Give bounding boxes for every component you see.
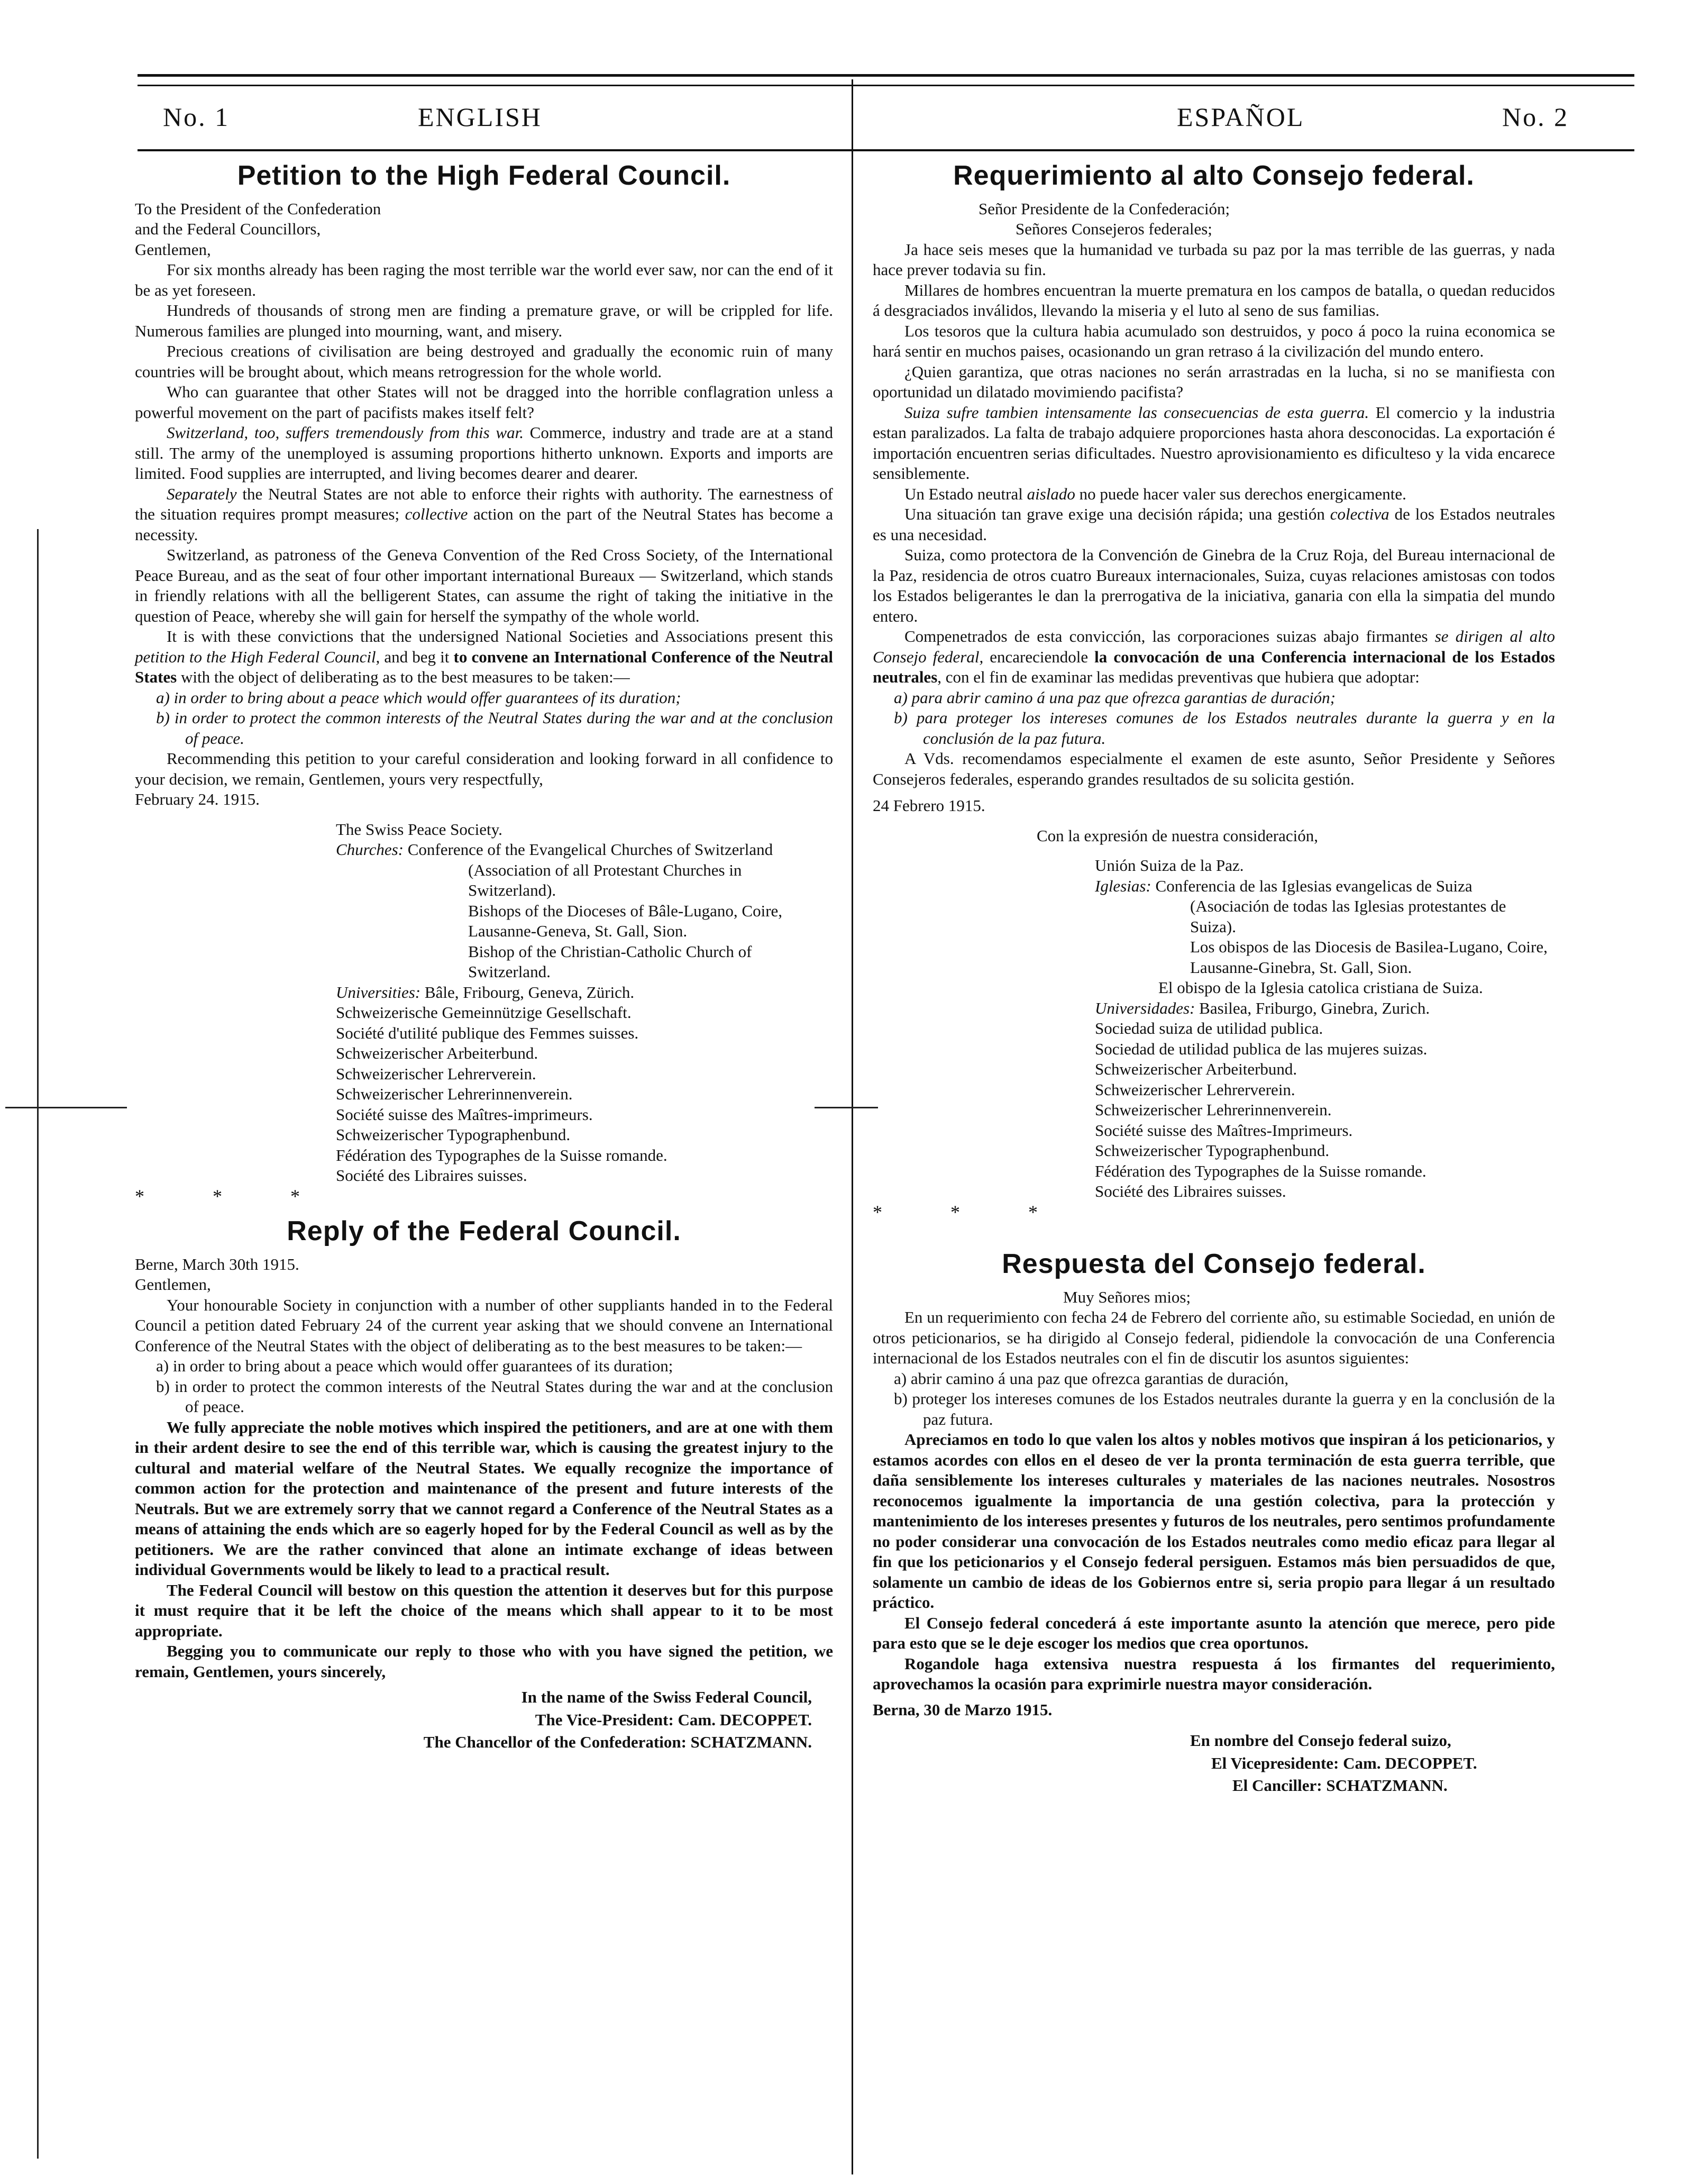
- section-stars-es: * * *: [873, 1201, 1069, 1223]
- paragraph-en-3: Precious creations of civilisation are being destroyed and gradually the economic ruin of many countries will be brought about, which means retrogression for the whole world.: [135, 342, 833, 381]
- italic-text: Universidades:: [1095, 998, 1195, 1017]
- signatory: Fédération des Typographes de la Suisse romande.: [336, 1145, 667, 1164]
- signatory: Sociedad de utilidad publica de las mujeres suizas.: [1095, 1039, 1428, 1058]
- right-number: No. 2: [1502, 102, 1569, 132]
- paragraph-en-5: [135, 423, 833, 484]
- bold-text: la convocación de una Conferencia internacional de los Estados neutrales: [873, 647, 1555, 686]
- reply-item-a-es: a) abrir camino á una paz que ofrezca garantias de duración,: [894, 1369, 1289, 1388]
- reply-place-date-en: Berne, March 30th 1915.: [135, 1254, 299, 1273]
- signatory: Bishop of the Christian-Catholic Church of Switzerland.: [468, 942, 752, 981]
- text: with the object of deliberating as to the best measures to be taken:—: [177, 668, 630, 686]
- signatory: Schweizerischer Lehrerinnenverein.: [1095, 1100, 1332, 1119]
- petition-title-es: Requerimiento al alto Consejo federal.: [953, 160, 1475, 191]
- italic-text: Iglesias:: [1095, 876, 1151, 895]
- paragraph-es-4: ¿Quien garantiza, que otras naciones no serán arrastradas en la lucha, si no se manifiesta con oportunidad un dilatado movimiendo pacifista?: [873, 362, 1555, 401]
- signatory: Sociedad suiza de utilidad publica.: [1095, 1019, 1323, 1038]
- signatory: Schweizerischer Arbeiterbund.: [336, 1044, 538, 1062]
- text: Conference of the Evangelical Churches of Switzerland (Association of all Protestant Churches in Switzerland).: [407, 840, 773, 899]
- paragraph-es-2: Millares de hombres encuentran la muerte prematura en los campos de batalla, o quedan reducidos á desgraciados inválidos, llevando la miseria y el luto al seno de sus familias.: [873, 280, 1555, 320]
- reply-title-es: Respuesta del Consejo federal.: [1002, 1249, 1426, 1279]
- signatory: Bishops of the Dioceses of Bâle-Lugano, Coire, Lausanne-Geneva, St. Gall, Sion.: [468, 901, 783, 940]
- paragraph-es-9: [873, 626, 1555, 688]
- italic-text: aislado: [1027, 484, 1075, 503]
- signatory: Société des Libraires suisses.: [336, 1166, 527, 1185]
- paragraph-en-2: Hundreds of thousands of strong men are finding a premature grave, or will be crippled for life. Numerous families are plunged into mourning, want, and misery.: [135, 301, 833, 340]
- address-line2-en: and the Federal Councillors,: [135, 220, 321, 238]
- paragraph-en-7: Switzerland, as patroness of the Geneva Convention of the Red Cross Society, of the International Peace Bureau, and as the seat of four other important international Bureaux — Switzerland, which stands in friendly relations with all the belligerent States, can assume the right of taking the initiative in the question of Peace, whereby she will gain for herself the sympathy of the whole world.: [135, 545, 833, 625]
- reply-paragraph-en-4: Begging you to communicate our reply to those who with you have signed the petition, we remain, Gentlemen, yours sincerely,: [135, 1642, 833, 1681]
- paragraph-en-9: Recommending this petition to your careful consideration and looking forward in all confidence to your decision, we remain, Gentlemen, yours very respectfully,: [135, 749, 833, 788]
- left-language: ENGLISH: [418, 102, 542, 132]
- signatory: Los obispos de las Diocesis de Basilea-Lugano, Coire, Lausanne-Ginebra, St. Gall, Sion.: [1190, 938, 1548, 977]
- signature-line: El Canciller: SCHATZMANN.: [1232, 1776, 1448, 1795]
- signatories-es: [1095, 856, 1555, 1202]
- reply-salutation-es: Muy Señores mios;: [1063, 1287, 1191, 1306]
- signatory: Société des Libraires suisses.: [1095, 1182, 1286, 1200]
- paragraph-en-6: [135, 484, 833, 545]
- italic-text: Separately: [167, 484, 237, 503]
- reply-title-en: Reply of the Federal Council.: [287, 1216, 681, 1246]
- petition-date-en: February 24. 1915.: [135, 790, 260, 808]
- signature-line: The Chancellor of the Confederation: SCHATZMANN.: [423, 1733, 812, 1751]
- paragraph-en-1: For six months already has been raging the most terrible war the world ever saw, nor can the end of it be as yet foreseen.: [135, 260, 833, 299]
- signatory: Schweizerischer Lehrerverein.: [336, 1064, 536, 1083]
- list-item-a-es: [873, 688, 1555, 708]
- reply-item-b-es: b) proteger los intereses comunes de los Estados neutrales durante la guerra y en la conclusión de la paz futura.: [894, 1389, 1555, 1428]
- italic-text: Universities:: [336, 982, 421, 1002]
- reply-date-es: Berna, 30 de Marzo 1915.: [873, 1700, 1053, 1719]
- signatory: Unión Suiza de la Paz.: [1095, 856, 1244, 875]
- signatory: El obispo de la Iglesia catolica cristiana de Suiza.: [1158, 978, 1483, 997]
- italic-text: Suiza sufre tambien intensamente las consecuencias de esta guerra.: [904, 403, 1369, 422]
- signatory-universities: [336, 982, 833, 1003]
- reply-paragraph-es-1: En un requerimiento con fecha 24 de Febrero del corriente año, su estimable Sociedad, en unión de otros peticionarios, se ha dirigido al Consejo federal, pidiendole la convocación de una Conferencia internacional de los Estados neutrales con el fin de discutir los asuntos siguientes:: [873, 1308, 1555, 1367]
- petition-title-en: Petition to the High Federal Council.: [237, 160, 731, 191]
- column-divider: [852, 79, 853, 2174]
- reply-item-a-en: a) in order to bring about a peace which would offer guarantees of its duration;: [156, 1357, 673, 1375]
- text: action on the part of the Neutral States has become a necessity.: [135, 505, 833, 544]
- signatory: Société suisse des Maîtres-imprimeurs.: [336, 1105, 593, 1124]
- reply-paragraph-es-3: El Consejo federal concederá á este importante asunto la atención que merece, pero pide para esto que se le deje escoger los medios que crea oportunos.: [873, 1613, 1555, 1652]
- text: Un Estado neutral: [904, 484, 1027, 503]
- section-stars-en: * * *: [135, 1185, 332, 1207]
- left-number: No. 1: [163, 102, 230, 132]
- reply-paragraph-es-4: Rogandole haga extensiva nuestra respuesta á los firmantes del requerimiento, aprovechamos la ocasión para exprimirle nuestra mayor consideración.: [873, 1654, 1555, 1693]
- text: de los Estados neutrales es una necesidad.: [873, 505, 1556, 544]
- signatory-universidades: [1095, 998, 1555, 1019]
- paragraph-en-4: Who can guarantee that other States will not be dragged into the horrible conflagration unless a powerful movement on the part of pacifists makes itself felt?: [135, 383, 833, 422]
- address-line1-en: To the President of the Confederation: [135, 199, 381, 218]
- signatory: Schweizerische Gemeinnützige Gesellschaft.: [336, 1003, 632, 1022]
- reply-paragraph-es-2: Apreciamos en todo lo que valen los altos y nobles motivos que inspiran á los peticionarios, y estamos acordes con ellos en el deseo de ver la pronta terminación de esta guerra terrible, que daña sensiblemente los intereses culturales y materiales de las naciones neutrales. Nosostros reconocemos igualmente la importancia de una gestión colectiva, para la protección y mantenimiento de los intereses presentes y futuros de los neutrales, pero sentimos profundamente no poder considerar una convocación de los Estados neutrales como medio eficaz para llegar al fin que los peticionarios y el Consejo federal persiguen. Estamos más bien persuadidos de que, solamente un cambio de ideas de los Gobiernos entre si, seria propio para llegar á un resultado práctico.: [873, 1430, 1555, 1612]
- signature-line: In the name of the Swiss Federal Council,: [521, 1688, 812, 1706]
- reply-paragraph-en-1: Your honourable Society in conjunction with a number of other suppliants handed in to the Federal Council a petition dated February 24 of the current year asking that we should convene an International Conference of the Neutral States with the object of deliberating as to the best measures to be taken:—: [135, 1295, 833, 1355]
- english-column: [135, 151, 833, 1755]
- signatory: Société d'utilité publique des Femmes suisses.: [336, 1023, 639, 1042]
- signatory: Fédération des Typographes de la Suisse romande.: [1095, 1161, 1426, 1180]
- paragraph-es-7: [873, 504, 1555, 545]
- left-edge-line: [37, 529, 39, 2159]
- paragraph-es-6: [873, 484, 1555, 505]
- reply-paragraph-en-3: The Federal Council will bestow on this question the attention it deserves but for this purpose it must require that it be left the choice of the means which shall appear to it to be most appropriate.: [135, 1580, 833, 1640]
- paragraph-en-8: [135, 626, 833, 688]
- paragraph-es-10: A Vds. recomendamos especialmente el examen de este asunto, Señor Presidente y Señores Consejeros federales, esperando grandes resultados de su solicita gestión.: [873, 749, 1555, 788]
- paragraph-es-8: Suiza, como protectora de la Convención de Ginebra de la Cruz Roja, del Bureau internacional de la Paz, residencia de otros cuatro Bureaux internacionales, Suiza, cuyas relaciones amistosas con todos los Estados beligerantes le dan la prerrogativa de la iniciativa, ganaria con ella la simpatia del mundo entero.: [873, 545, 1555, 625]
- petition-date-es: 24 Febrero 1915.: [873, 796, 985, 815]
- text: Una situación tan grave exige una decisión rápida; una gestión: [904, 505, 1330, 523]
- text: Bâle, Fribourg, Geneva, Zürich.: [424, 982, 635, 1002]
- address-line2-es: Señores Consejeros federales;: [1016, 220, 1212, 238]
- text: Commerce, industry and trade are at a stand still. The army of the unemployed is assuming proportions hitherto unknown. Exports and imports are limited. Food supplies are interrupted, and living becomes dearer and dearer.: [135, 423, 833, 483]
- text: Basilea, Friburgo, Ginebra, Zurich.: [1199, 998, 1430, 1017]
- spanish-column: [873, 151, 1555, 1798]
- italic-text: colectiva: [1330, 505, 1389, 523]
- reply-paragraph-en-2: We fully appreciate the noble motives which inspired the petitioners, and are at one with them in their ardent desire to see the end of this terrible war, which is causing the greatest injury to the cultural and material welfare of the Neutral States. We equally recognize the importance of common action for the protection and maintenance of the present and future interests of the Neutrals. But we are extremely sorry that we cannot regard a Conference of the Neutral States as a means of attaining the ends which are so eagerly hoped for by the Federal Council as well as by the petitioners. We are the rather convinced that alone an intimate exchange of ideas between individual Governments would be likely to lead to a practical result.: [135, 1417, 833, 1579]
- signatory: Schweizerischer Arbeiterbund.: [1095, 1060, 1297, 1078]
- closing-es: Con la expresión de nuestra consideración,: [1037, 826, 1318, 845]
- signatory: Schweizerischer Lehrerinnenverein.: [336, 1085, 573, 1103]
- text: Compenetrados de esta convicción, las corporaciones suizas abajo firmantes: [904, 627, 1435, 645]
- italic-text: collective: [405, 505, 468, 523]
- italic-text: b) para proteger los intereses comunes de los Estados neutrales durante la guerra y en la conclusión de la paz futura.: [894, 708, 1555, 748]
- signatory: Schweizerischer Typographenbund.: [1095, 1141, 1330, 1160]
- italic-text: a) para abrir camino á una paz que ofrezca garantias de duración;: [894, 688, 1336, 707]
- text: Conferencia de las Iglesias evangelicas de Suiza (Asociación de todas las Iglesias protestantes de Suiza).: [1155, 876, 1506, 936]
- signatory: Société suisse des Maîtres-Imprimeurs.: [1095, 1121, 1353, 1140]
- signatories-en: [336, 820, 833, 1186]
- list-item-b-es: [873, 708, 1555, 749]
- text: It is with these convictions that the undersigned National Societies and Associations present this: [167, 627, 833, 645]
- text: and beg it: [380, 647, 454, 666]
- signatory: Schweizerischer Typographenbund.: [336, 1125, 571, 1144]
- reply-signature-en: [135, 1687, 812, 1753]
- italic-text: se dirigen al alto Consejo federal,: [873, 627, 1555, 666]
- signature-line: El Vicepresidente: Cam. DECOPPET.: [1211, 1753, 1477, 1772]
- salutation-en: Gentlemen,: [135, 240, 211, 259]
- signature-line: The Vice-President: Cam. DECOPPET.: [535, 1710, 812, 1729]
- top-rule-thick: [138, 74, 1634, 77]
- paragraph-es-3: Los tesoros que la cultura habia acumulado son destruidos, y poco á poco la ruina economica se hará sentir en muchos paises, ocasionando un gran retraso á la civilización del mundo entero.: [873, 321, 1555, 360]
- signatory-churches: [336, 840, 833, 901]
- signatory: Schweizerischer Lehrerverein.: [1095, 1080, 1295, 1099]
- italic-text: Switzerland, too, suffers tremendously from this war.: [167, 423, 524, 442]
- right-language: ESPAÑOL: [1177, 102, 1305, 132]
- text: no puede hacer valer sus derechos energicamente.: [1075, 484, 1406, 503]
- list-item-b-en: [135, 708, 833, 749]
- italic-text: b) in order to protect the common interests of the Neutral States during the war and at the conclusion of peace.: [156, 708, 833, 748]
- italic-text: Churches:: [336, 840, 404, 859]
- italic-text: a) in order to bring about a peace which would offer guarantees of its duration;: [156, 688, 681, 707]
- signature-line: En nombre del Consejo federal suizo,: [1190, 1731, 1451, 1750]
- signatory-iglesias: [1095, 876, 1555, 938]
- address-line1-es: Señor Presidente de la Confederación;: [978, 199, 1230, 218]
- text: El comercio y la industria estan paralizados. La falta de trabajo adquiere proporciones hasta ahora desconocidas. La exportación é importación encuentren serias dificultades. Nuestro aprovisionamiento es dificulteso y la vida encarece sensiblemente.: [873, 403, 1556, 483]
- text: , con el fin de examinar las medidas preventivas que hubiera que adoptar:: [937, 668, 1420, 686]
- left-margin-stub: [5, 1107, 127, 1108]
- italic-text: petition to the High Federal Council,: [135, 647, 380, 666]
- text: the Neutral States are not able to enforce their rights with authority. The earnestness of the situation requires prompt measures;: [135, 484, 833, 523]
- paragraph-es-1: Ja hace seis meses que la humanidad ve turbada su paz por la mas terrible de las guerras, y nada hace prever todavia su fin.: [873, 240, 1555, 279]
- reply-item-b-en: b) in order to protect the common interests of the Neutral States during the war and at the conclusion of peace.: [156, 1377, 833, 1416]
- list-item-a-en: [135, 688, 833, 708]
- reply-signature-es: [1190, 1731, 1555, 1796]
- bold-text: to convene an International Conference of the Neutral States: [135, 647, 833, 686]
- signatory: The Swiss Peace Society.: [336, 820, 502, 839]
- text: encareciendole: [983, 647, 1095, 666]
- reply-salutation-en: Gentlemen,: [135, 1275, 211, 1294]
- paragraph-es-5: [873, 403, 1555, 484]
- top-rule-thin: [138, 85, 1634, 86]
